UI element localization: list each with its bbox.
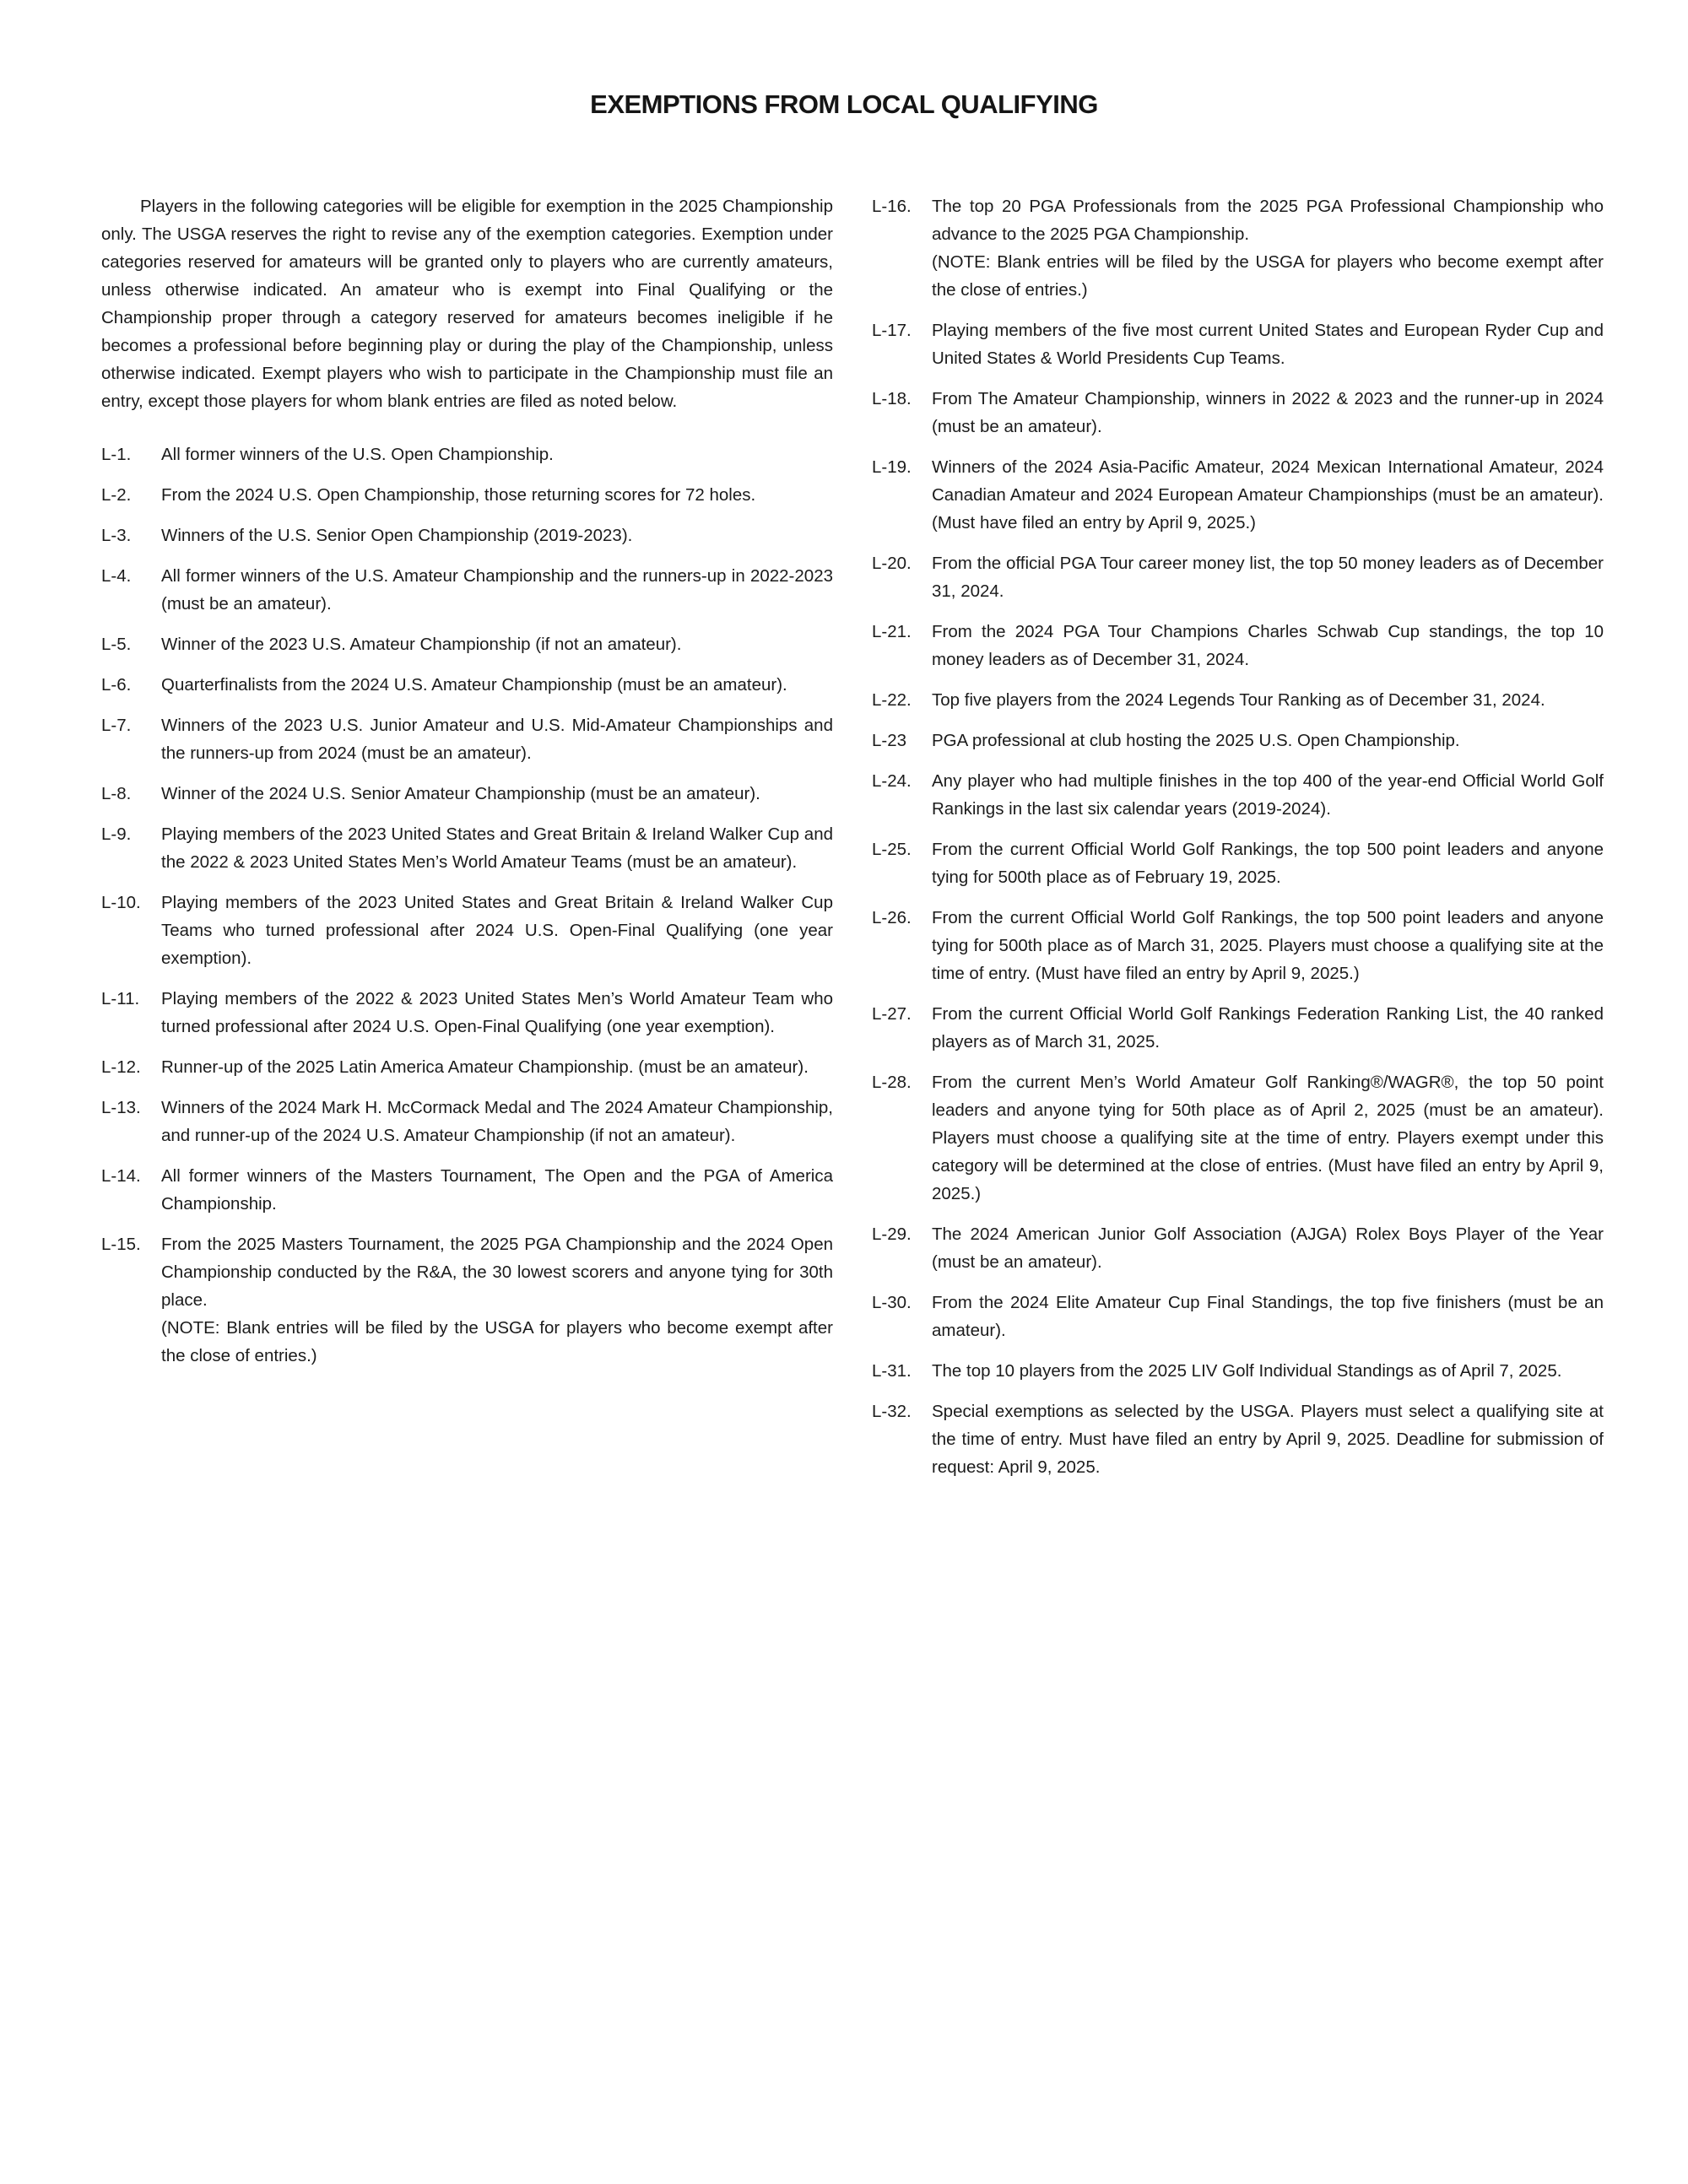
exemption-item (872, 1289, 1604, 1344)
item-text-main: Any player who had multiple finishes in the top 400 of the year-end Official World Golf Rankings in the last six calendar years (2019-2024). (932, 771, 1604, 819)
item-text (161, 630, 833, 658)
item-label: L-29. (872, 1224, 912, 1244)
exemption-item (101, 1094, 833, 1149)
exemption-item (101, 889, 833, 972)
exemption-item (101, 562, 833, 618)
item-text (161, 1053, 833, 1081)
item-text-main: Top five players from the 2024 Legends Tour Ranking as of December 31, 2024. (932, 690, 1545, 710)
item-text-main: The top 10 players from the 2025 LIV Golf Individual Standings as of April 7, 2025. (932, 1361, 1562, 1381)
item-text (161, 889, 833, 972)
exemption-item (101, 711, 833, 767)
item-label: L-23 (872, 731, 907, 750)
item-text-main: From the 2025 Masters Tournament, the 2025 PGA Championship and the 2024 Open Championship conducted by the R&A, the 30 lowest scorers and anyone tying for 30th place. (161, 1235, 833, 1310)
item-text (932, 1068, 1604, 1208)
item-text (161, 481, 833, 509)
item-text-main: From The Amateur Championship, winners in 2022 & 2023 and the runner-up in 2024 (must be an amateur). (932, 389, 1604, 436)
item-text-main: The top 20 PGA Professionals from the 2025 PGA Professional Championship who advance to the 2025 PGA Championship. (932, 197, 1604, 244)
item-text-main: Special exemptions as selected by the USGA. Players must select a qualifying site at the time of entry. Must have filed an entry by April 9, 2025. Deadline for submission of request: April 9, 2025. (932, 1402, 1604, 1477)
item-text-main: From the 2024 Elite Amateur Cup Final Standings, the top five finishers (must be an amateur). (932, 1293, 1604, 1340)
item-text (161, 1162, 833, 1218)
item-label: L-31. (872, 1361, 912, 1381)
left-column (101, 192, 833, 1481)
item-text (932, 1397, 1604, 1481)
item-text-main: From the 2024 U.S. Open Championship, those returning scores for 72 holes. (161, 485, 756, 505)
exemption-item (872, 727, 1604, 754)
exemption-item (872, 1000, 1604, 1056)
item-label: L-8. (101, 784, 132, 803)
intro-paragraph: Players in the following categories will be eligible for exemption in the 2025 Championship only. The USGA reserves the right to revise any of the exemption categories. Exemption under categories reserved for amateurs will be granted only to players who are currently amateurs, unless otherwise indicated. An amateur who is exempt into Final Qualifying or the Championship proper through a category reserved for amateurs becomes ineligible if he becomes a professional before beginning play or during the play of the Championship, unless otherwise indicated. Exempt players who wish to participate in the Championship must file an entry, except those players for whom blank entries are filed as noted below. (101, 197, 833, 411)
item-label: L-24. (872, 771, 912, 791)
item-text (932, 904, 1604, 987)
item-label: L-2. (101, 485, 132, 505)
item-label: L-10. (101, 893, 141, 912)
item-text-main: Quarterfinalists from the 2024 U.S. Amateur Championship (must be an amateur). (161, 675, 787, 695)
item-text (932, 1000, 1604, 1056)
item-label: L-19. (872, 457, 912, 477)
exemption-list-left (101, 441, 833, 1370)
item-text (161, 1094, 833, 1149)
item-text-main: The 2024 American Junior Golf Association (AJGA) Rolex Boys Player of the Year (must be an amateur). (932, 1224, 1604, 1272)
exemption-item (872, 385, 1604, 441)
exemption-item (872, 686, 1604, 714)
item-text-main: Playing members of the 2022 & 2023 United States Men’s World Amateur Team who turned professional after 2024 U.S. Open-Final Qualifying (one year exemption). (161, 989, 833, 1036)
exemption-item (872, 549, 1604, 605)
item-text (932, 727, 1604, 754)
exemption-item (101, 1162, 833, 1218)
item-label: L-18. (872, 389, 912, 408)
item-text-main: Winners of the 2024 Mark H. McCormack Medal and The 2024 Amateur Championship, and runner-up of the 2024 U.S. Amateur Championship (if not an amateur). (161, 1098, 833, 1145)
item-label: L-30. (872, 1293, 912, 1312)
item-text (161, 711, 833, 767)
item-text (932, 316, 1604, 372)
item-label: L-25. (872, 840, 912, 859)
item-text (932, 549, 1604, 605)
item-label: L-17. (872, 321, 912, 340)
item-text-main: From the 2024 PGA Tour Champions Charles Schwab Cup standings, the top 10 money leaders as of December 31, 2024. (932, 622, 1604, 669)
item-label: L-15. (101, 1235, 141, 1254)
exemption-item (101, 780, 833, 808)
item-text (932, 767, 1604, 823)
item-label: L-9. (101, 824, 132, 844)
item-label: L-1. (101, 445, 132, 464)
exemption-item (101, 441, 833, 468)
two-column-layout (0, 120, 1688, 1481)
exemption-item (872, 192, 1604, 304)
right-column (872, 192, 1604, 1481)
item-text (932, 686, 1604, 714)
item-text-main: Playing members of the five most current United States and European Ryder Cup and United States & World Presidents Cup Teams. (932, 321, 1604, 368)
exemption-item (101, 522, 833, 549)
item-label: L-3. (101, 526, 132, 545)
item-note: (NOTE: Blank entries will be filed by the USGA for players who become exempt after the close of entries.) (161, 1318, 833, 1365)
item-text (161, 562, 833, 618)
item-label: L-7. (101, 716, 132, 735)
item-text-main: From the current Official World Golf Rankings, the top 500 point leaders and anyone tying for 500th place as of March 31, 2025. Players must choose a qualifying site at the time of entry. (Must have filed an entry by April 9, 2025.) (932, 908, 1604, 983)
exemption-item (872, 1397, 1604, 1481)
exemption-item (872, 835, 1604, 891)
item-text-main: Playing members of the 2023 United States and Great Britain & Ireland Walker Cup and the 2022 & 2023 United States Men’s World Amateur Teams (must be an amateur). (161, 824, 833, 872)
page-title: EXEMPTIONS FROM LOCAL QUALIFYING (590, 89, 1098, 119)
item-label: L-26. (872, 908, 912, 927)
item-text-main: From the current Men’s World Amateur Golf Ranking®/WAGR®, the top 50 point leaders and anyone tying for 50th place as of April 2, 2025 (must be an amateur). Players must choose a qualifying site at the time of entry. Players exempt under this category will be determined at the close of entries. (Must have filed an entry by April 9, 2025.) (932, 1073, 1604, 1203)
item-text (932, 1220, 1604, 1276)
item-text-main: All former winners of the U.S. Open Championship. (161, 445, 554, 464)
item-text-main: Winners of the 2023 U.S. Junior Amateur and U.S. Mid-Amateur Championships and the runners-up from 2024 (must be an amateur). (161, 716, 833, 763)
exemption-item (872, 1068, 1604, 1208)
item-text (932, 385, 1604, 441)
item-label: L-20. (872, 554, 912, 573)
item-text-main: All former winners of the Masters Tournament, The Open and the PGA of America Championship. (161, 1166, 833, 1214)
exemption-item (872, 618, 1604, 673)
item-text-main: Playing members of the 2023 United States and Great Britain & Ireland Walker Cup Teams who turned professional after 2024 U.S. Open-Final Qualifying (one year exemption). (161, 893, 833, 968)
exemption-item (101, 1053, 833, 1081)
item-label: L-16. (872, 197, 912, 216)
item-text-main: PGA professional at club hosting the 2025 U.S. Open Championship. (932, 731, 1460, 750)
item-text-main: Winner of the 2024 U.S. Senior Amateur Championship (must be an amateur). (161, 784, 760, 803)
item-label: L-14. (101, 1166, 141, 1186)
item-label: L-27. (872, 1004, 912, 1024)
item-text (161, 671, 833, 699)
exemption-item (101, 671, 833, 699)
item-text (161, 780, 833, 808)
item-text-main: Winners of the 2024 Asia-Pacific Amateur, 2024 Mexican International Amateur, 2024 Canadian Amateur and 2024 European Amateur Championships (must be an amateur). (Must have filed an entry by April 9, 2025.) (932, 457, 1604, 532)
item-label: L-22. (872, 690, 912, 710)
exemption-item (872, 1220, 1604, 1276)
item-text-main: From the current Official World Golf Rankings, the top 500 point leaders and anyone tying for 500th place as of February 19, 2025. (932, 840, 1604, 887)
exemption-item (872, 904, 1604, 987)
item-note: (NOTE: Blank entries will be filed by the USGA for players who become exempt after the close of entries.) (932, 252, 1604, 300)
item-text-main: Runner-up of the 2025 Latin America Amateur Championship. (must be an amateur). (161, 1057, 809, 1077)
exemption-item (872, 316, 1604, 372)
exemption-item (872, 1357, 1604, 1385)
item-text (161, 1230, 833, 1370)
item-label: L-13. (101, 1098, 141, 1117)
item-text (932, 618, 1604, 673)
item-text (161, 522, 833, 549)
item-text-main: All former winners of the U.S. Amateur Championship and the runners-up in 2022-2023 (must be an amateur). (161, 566, 833, 614)
item-text (932, 1357, 1604, 1385)
item-text (932, 835, 1604, 891)
item-label: L-28. (872, 1073, 912, 1092)
item-label: L-32. (872, 1402, 912, 1421)
exemption-item (872, 453, 1604, 537)
item-label: L-12. (101, 1057, 141, 1077)
exemption-item (101, 630, 833, 658)
item-text-main: From the current Official World Golf Rankings Federation Ranking List, the 40 ranked players as of March 31, 2025. (932, 1004, 1604, 1051)
item-text (932, 453, 1604, 537)
item-text-main: From the official PGA Tour career money list, the top 50 money leaders as of December 31, 2024. (932, 554, 1604, 601)
item-text-main: Winners of the U.S. Senior Open Championship (2019-2023). (161, 526, 633, 545)
item-label: L-11. (101, 989, 140, 1008)
exemption-list-right (872, 192, 1604, 1481)
item-label: L-5. (101, 635, 132, 654)
exemption-item (101, 481, 833, 509)
item-label: L-6. (101, 675, 132, 695)
item-label: L-21. (872, 622, 912, 641)
exemption-item (101, 1230, 833, 1370)
item-text (932, 192, 1604, 304)
item-text (161, 820, 833, 876)
item-text (932, 1289, 1604, 1344)
item-label: L-4. (101, 566, 132, 586)
item-text-main: Winner of the 2023 U.S. Amateur Championship (if not an amateur). (161, 635, 682, 654)
exemption-item (872, 767, 1604, 823)
item-text (161, 441, 833, 468)
item-text (161, 985, 833, 1041)
exemption-item (101, 820, 833, 876)
exemption-item (101, 985, 833, 1041)
